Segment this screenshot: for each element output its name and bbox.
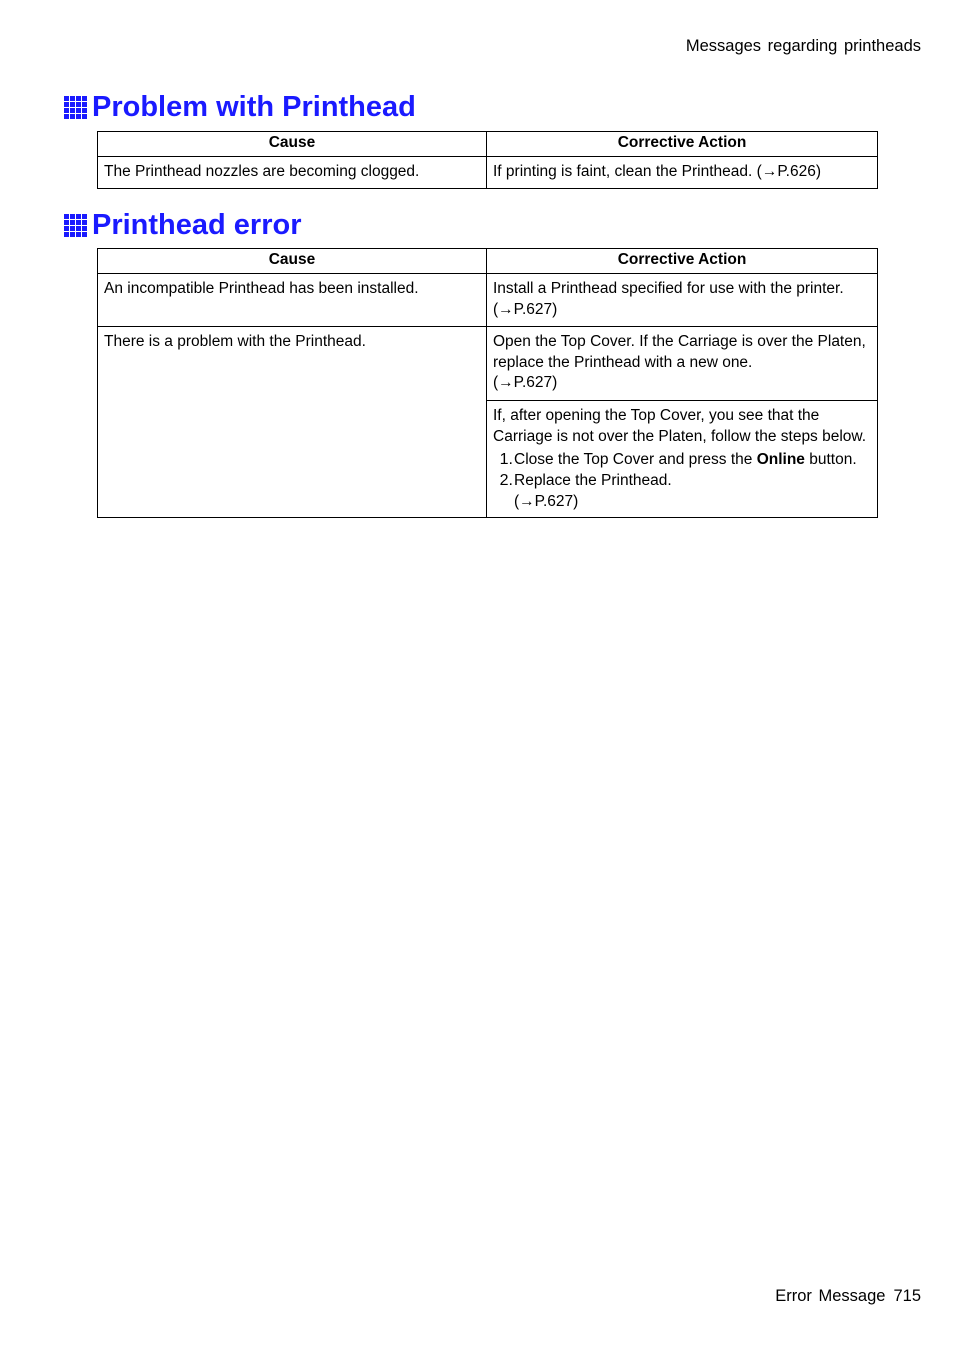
steps-list: [493, 449, 871, 512]
section-title-text: Printhead error: [92, 209, 302, 241]
table-header-row: [98, 249, 878, 274]
action-cell: [487, 401, 878, 518]
section-heading-problem-with-printhead: [64, 93, 416, 122]
column-header-cause: Cause: [98, 249, 487, 274]
grid-bullet-icon: [64, 214, 87, 237]
column-header-cause: Cause: [98, 132, 487, 157]
running-header: Messages regarding printheads: [685, 37, 921, 55]
step-text-part: button.: [804, 451, 857, 468]
page-reference: (→P.627): [514, 493, 579, 510]
step-number: 1.: [499, 451, 513, 468]
table-row: [98, 327, 878, 401]
table-row: [98, 157, 878, 189]
action-cell: If printing is faint, clean the Printhead. (→P.626): [487, 157, 878, 189]
page-reference: (→P.627): [493, 374, 558, 391]
online-button-label: Online: [756, 451, 805, 468]
column-header-corrective-action: Corrective Action: [487, 249, 878, 274]
page-footer: [775, 1287, 921, 1306]
cause-cell: The Printhead nozzles are becoming clogged.: [98, 157, 487, 189]
page-reference: (→P.627): [493, 300, 558, 318]
section-title-text: Problem with Printhead: [92, 91, 416, 123]
cause-cell: There is a problem with the Printhead.: [98, 327, 487, 518]
action-text: Install a Printhead specified for use with the printer.: [493, 280, 844, 297]
grid-bullet-icon: [64, 96, 87, 119]
cause-cell: An incompatible Printhead has been installed.: [98, 274, 487, 327]
action-text: Open the Top Cover. If the Carriage is over the Platen, replace the Printhead with a new one.: [493, 333, 866, 371]
action-intro-text: If, after opening the Top Cover, you see that the Carriage is not over the Platen, follow the steps below.: [493, 407, 867, 445]
step-text: [514, 449, 871, 470]
list-item: [493, 449, 871, 470]
table-header-row: [98, 132, 878, 157]
footer-section-name: Error Message: [775, 1287, 886, 1305]
step-text: [514, 470, 871, 512]
step-text-part: Close the Top Cover and press the: [514, 451, 757, 468]
column-header-corrective-action: Corrective Action: [487, 132, 878, 157]
problem-table: [97, 131, 878, 189]
action-cell: [487, 327, 878, 401]
list-item: [493, 470, 871, 512]
step-text-part: Replace the Printhead.: [514, 472, 672, 489]
page-number: 715: [893, 1287, 921, 1305]
table-row: [98, 274, 878, 327]
printhead-error-table: [97, 248, 878, 518]
action-cell: [487, 274, 878, 327]
step-number: 2.: [499, 472, 513, 489]
section-heading-printhead-error: [64, 211, 302, 240]
